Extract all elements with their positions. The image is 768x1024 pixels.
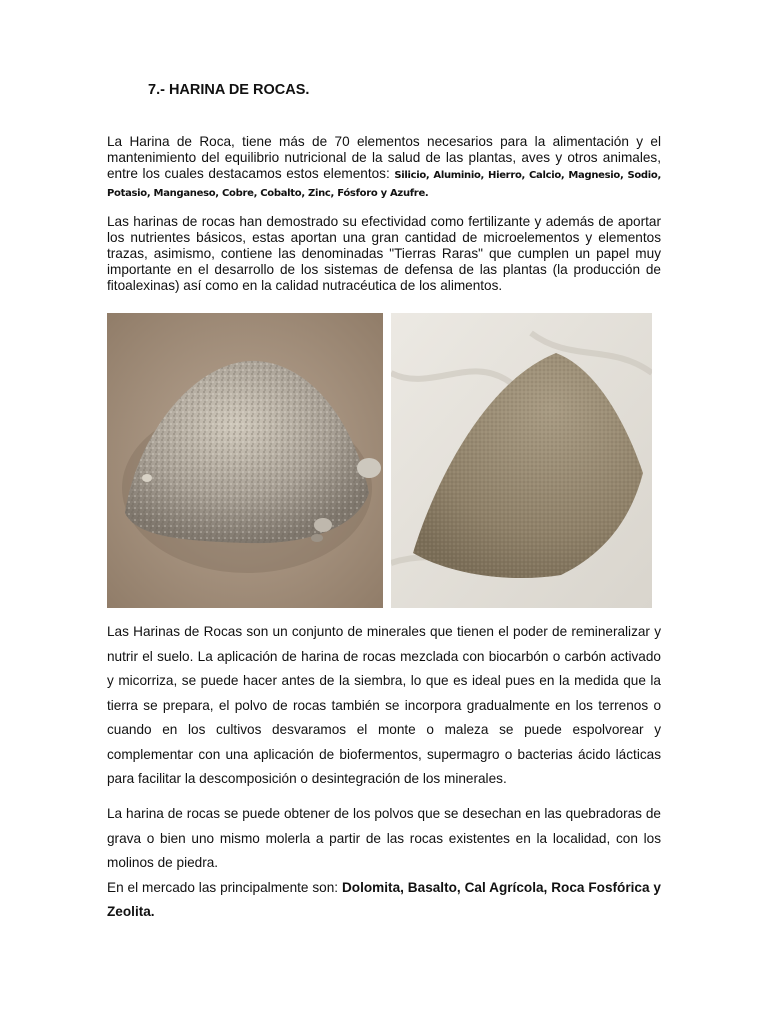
rock-dust-pile-on-soil-image [107, 313, 383, 608]
rock-dust-pile-on-white-image [391, 313, 652, 608]
rock-dust-pile-on-soil-photo [107, 313, 383, 608]
market-items: Dolomita, Basalto, Cal Agrícola, Roca Fosfórica y Zeolita. [107, 879, 661, 919]
market-line [107, 876, 661, 925]
benefits-paragraph: Las harinas de rocas han demostrado su efectividad como fertilizante y además de aportar los nutrientes básicos, estas aportan una gran cantidad de microelementos y elementos trazas, asimismo, contiene las denominadas "Tierras Raras" que cumplen un papel muy importante en el desarrollo de los sistemas de defensa de las plantas (la producción de fitoalexinas) así como en la calidad nutracéutica de los alimentos. [107, 214, 661, 293]
rock-dust-pile-on-white-photo [391, 313, 652, 608]
intro-text: La Harina de Roca, tiene más de 70 elementos necesarios para la alimentación y el mantenimiento del equilibrio nutricional de la salud de las plantas, aves y otros animales, entre los cuales destacamos estos elementos: [107, 134, 661, 181]
market-prefix: En el mercado las principalmente son: [107, 879, 339, 895]
sources-paragraph [107, 802, 661, 925]
elements-list: Silicio, Aluminio, Hierro, Calcio, Magnesio, Sodio, Potasio, Manganeso, Cobre, Cobalto, Zinc, Fósforo y Azufre. [107, 170, 661, 199]
application-paragraph: Las Harinas de Rocas son un conjunto de minerales que tienen el poder de remineralizar y nutrir el suelo. La aplicación de harina de rocas mezclada con biocarbón o carbón activado y micorriza, se puede hacer antes de la siembra, lo que es ideal pues en la medida que la tierra se prepara, el polvo de rocas también se incorpora gradualmente en los terrenos o cuando en los cultivos desvaramos el monte o maleza se puede espolvorear y complementar con una aplicación de biofermentos, supermagro o bacterias ácido lácticas para facilitar la descomposición o desintegración de los minerales. [107, 624, 661, 786]
intro-paragraph [107, 134, 661, 202]
section-heading: 7.- HARINA DE ROCAS. [148, 82, 310, 98]
sources-text: La harina de rocas se puede obtener de los polvos que se desechan en las quebradoras de grava o bien uno mismo molerla a partir de las rocas existentes en la localidad, con los molinos de piedra. [107, 806, 661, 870]
